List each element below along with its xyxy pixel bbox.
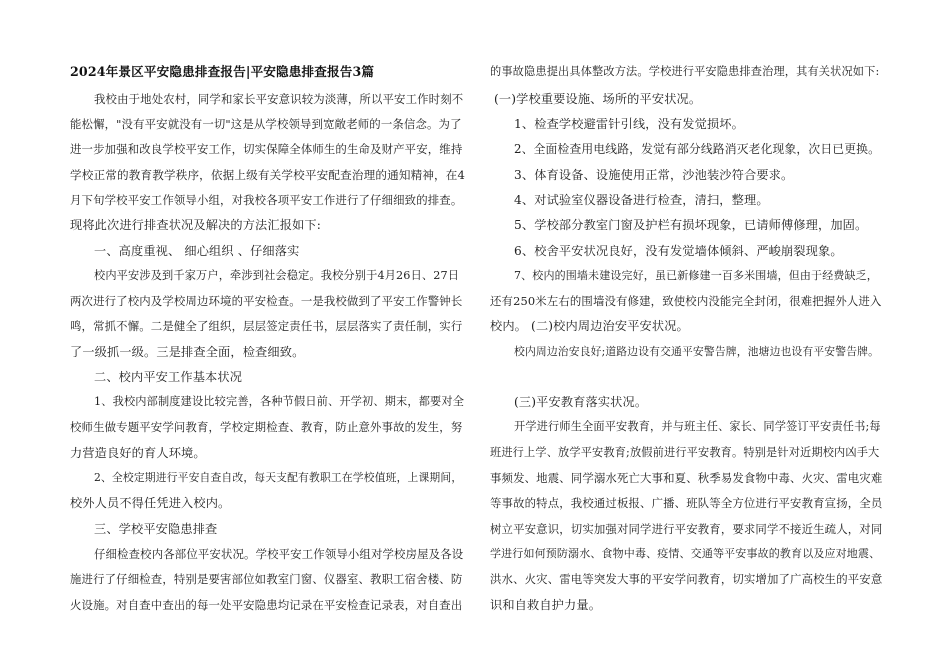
paragraph-line: 校内平安涉及到千家万户，牵涉到社会稳定。我校分别于4月26日、27日: [94, 269, 460, 282]
list-item: 1、检查学校避雷针引线，没有发觉损坏。: [514, 117, 744, 131]
paragraph-line: 校师生做专题平安学问教育，学校定期检查、教育，防止意外事故的发生，努: [70, 420, 463, 434]
paragraph-line: 力营造良好的育人环境。: [70, 446, 206, 460]
section-heading: 一、高度重视、 细心组织 、仔细落实: [94, 244, 300, 258]
paragraph-line: 1、我校内部制度建设比较完善，各种节假日前、开学初、期末，都要对全: [94, 395, 465, 408]
list-item: 7、校内的围墙未建设完好，虽已新修建一百多米围墙，但由于经费缺乏，: [514, 269, 878, 282]
paragraph-line: 洪水、火灾、雷电等突发大事的平安学问教育，切实增加了广高校生的平安意: [490, 572, 883, 586]
list-item: 3、体育设备、设施使用正常，沙池装沙符合要求。: [514, 168, 794, 182]
section-heading: (一)学校重要设施、场所的平安状况。: [494, 92, 702, 106]
paragraph-line: 月下旬学校平安工作领导小组，对我校各项平安工作进行了仔细细致的排查。: [70, 193, 463, 207]
paragraph-line: 两次进行了校内及学校周边环境的平安检查。一是我校做到了平安工作警钟长: [70, 294, 463, 308]
paragraph-line: 校外人员不得任凭进入校内。: [70, 496, 231, 510]
paragraph-line: 施进行了仔细检查，特别是要害部位如教室门窗、仪器室、教职工宿舍楼、防: [70, 572, 463, 586]
paragraph-line: 学校正常的教育教学秩序，依据上级有关学校平安配查治理的通知精神，在4: [70, 168, 466, 182]
section-heading: 二、校内平安工作基本状况: [94, 370, 243, 384]
list-item: 2、全面检查用电线路，发觉有部分线路消灭老化现象，次日已更换。: [514, 142, 881, 156]
paragraph-line: 班进行上学、放学平安教育;放假前进行平安教育。特别是针对近期校内凶手大: [490, 446, 880, 459]
paragraph-line: 树立平安意识，切实加强对同学进行平安教育，要求同学不接近生疏人，对同: [490, 522, 883, 536]
paragraph-line: 2、全校定期进行平安自查自改，每天支配有教职工在学校值班，上课期间，: [94, 471, 463, 484]
list-item: 4、对试验室仪器设备进行检查，清扫，整理。: [514, 193, 769, 207]
paragraph-line: 事频发、地震、同学溺水死亡大事和夏、秋季易发食物中毒、火灾、雷电灾难: [490, 471, 883, 485]
list-item: 5、学校部分教室门窗及护栏有损坏现象，已请师傅修理，加固。: [514, 218, 868, 232]
list-item: 6、校舍平安状况良好，没有发觉墙体倾斜、严峻崩裂现象。: [514, 244, 843, 258]
paragraph-line: 火设施。对自查中查出的每一处平安隐患均记录在平安检查记录表，对自查出: [70, 598, 463, 612]
paragraph-line: 仔细检查校内各部位平安状况。学校平安工作领导小组对学校房屋及各设: [94, 547, 464, 561]
paragraph-line: 进一步加强和改良学校平安工作，切实保障全体师生的生命及财产平安，维持: [70, 142, 463, 156]
paragraph-line: 校内。 (二)校内周边治安平安状况。: [490, 319, 689, 333]
paragraph-line: 了一级抓一级。三是排查全面，检查细致。: [70, 345, 305, 359]
paragraph-line: 等事故的特点，我校通过板报、广播、班队等全方位进行平安教育宣扬，全员: [490, 496, 883, 510]
document-title: 2024年景区平安隐患排查报告|平安隐患排查报告3篇: [70, 64, 375, 79]
paragraph-line: 鸣，常抓不懈。二是健全了组织，层层签定责任书，层层落实了责任制，实行: [70, 319, 463, 333]
paragraph-line: 现将此次进行排查状况及解决的方法汇报如下:: [70, 218, 322, 232]
paragraph-line: 的事故隐患提出具体整改方法。学校进行平安隐患排查治理，其有关状况如下:: [490, 65, 880, 78]
paragraph-line: 还有250米左右的围墙没有修建，致使校内没能完全封闭，很难把握外人进入: [490, 294, 882, 308]
paragraph-line: 校内周边治安良好;道路边设有交通平安警告牌，池塘边也设有平安警告牌。: [514, 345, 880, 358]
section-heading: (三)平安教育落实状况。: [514, 395, 648, 409]
paragraph-line: 能松懈，"没有平安就没有一切"这是从学校领导到宽敞老师的一条信念。为了: [70, 117, 462, 131]
paragraph-line: 我校由于地处农村，同学和家长平安意识较为淡薄，所以平安工作时刻不: [94, 92, 464, 106]
section-heading: 三、学校平安隐患排查: [94, 522, 218, 536]
paragraph-line: 识和自救自护力量。: [490, 598, 602, 612]
paragraph-line: 开学进行师生全面平安教育，并与班主任、家长、同学签订平安责任书;每: [514, 420, 881, 433]
paragraph-line: 学进行如何预防溺水、食物中毒、疫情、交通等平安事故的教育以及应对地震、: [490, 547, 881, 560]
